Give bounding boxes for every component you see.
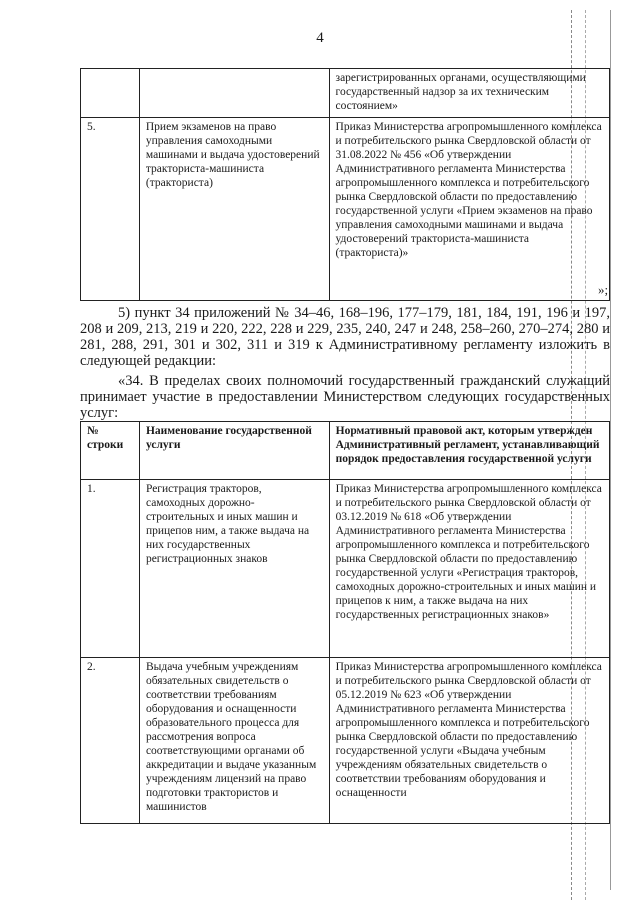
legal-act: Приказ Министерства агропромышленного комплекса и потребительского рынка Свердловской области от 05.12.2019 № 623 «Об утверждении Административного регламента Министерства агропромышленного комплекса и потребительского рынка Свердловской области по предоставлению государственной услуги «Выдача учебным учреждениям обязательных свидетельств о соответствии требованиям оборудования и оснащенности [329, 658, 609, 824]
header-service-name: Наименование государственной услуги [139, 422, 329, 480]
table-header-row [81, 422, 610, 480]
row-number: 1. [81, 480, 140, 658]
clause-34-paragraph: «34. В пределах своих полномочий государственный гражданский служащий принимает участие в предоставлении Министерством следующих государственных услуг: [80, 373, 610, 421]
table-row [81, 480, 610, 658]
header-legal-act: Нормативный правовой акт, которым утвержден Административный регламент, устанавливающий порядок предоставления государственной услуги [329, 422, 609, 480]
service-name [139, 69, 329, 118]
services-table-continued [80, 68, 610, 301]
legal-act: зарегистрированных органами, осуществляющими государственный надзор за их техническим состоянием» [329, 69, 609, 118]
service-name: Выдача учебным учреждениям обязательных свидетельств о соответствии требованиям оборудования и оснащенности образовательного процесса для рассмотрения вопроса соответствующими органами об аккредитации и выдаче указанным учреждениям лицензий на право подготовки трактористов и машинистов [139, 658, 329, 824]
row-number: 2. [81, 658, 140, 824]
row-number: 5. [81, 118, 140, 301]
service-name: Прием экзаменов на право управления самоходными машинами и выдача удостоверений тракториста-машиниста (тракториста) [139, 118, 329, 301]
page-number: 4 [316, 30, 324, 46]
table-row [81, 118, 610, 301]
header-row-number: № строки [81, 422, 140, 480]
service-name: Регистрация тракторов, самоходных дорожно-строительных и иных машин и прицепов ним, а также выдача на них государственных регистрационных знаков [139, 480, 329, 658]
row-number [81, 69, 140, 118]
quote-close-mark: »; [598, 282, 609, 297]
services-table [80, 421, 610, 824]
legal-act: Приказ Министерства агропромышленного комплекса и потребительского рынка Свердловской области от 31.08.2022 № 456 «Об утверждении Административного регламента Министерства агропромышленного комплекса и потребительского рынка Свердловской области по предоставлению государственной услуги «Прием экзаменов на право управления самоходными машинами и выдача удостоверений тракториста-машиниста (тракториста)» [329, 118, 609, 301]
amendment-paragraph: 5) пункт 34 приложений № 34–46, 168–196, 177–179, 181, 184, 191, 196 и 197, 208 и 209, 213, 219 и 220, 222, 228 и 229, 235, 240, 247 и 248, 258–260, 270–274, 280 и 281, 288, 291, 301 и 302, 311 и 319 к Административному регламенту изложить в следующей редакции: [80, 305, 610, 369]
table-row [81, 69, 610, 118]
scan-artifact-line [610, 10, 611, 890]
table-row [81, 658, 610, 824]
legal-act: Приказ Министерства агропромышленного комплекса и потребительского рынка Свердловской области от 03.12.2019 № 618 «Об утверждении Административного регламента Министерства агропромышленного комплекса и потребительского рынка Свердловской области по предоставлению государственной услуги «Регистрация тракторов, самоходных дорожно-строительных и иных машин и прицепов к ним, а также выдача на них государственных регистрационных знаков» [329, 480, 609, 658]
